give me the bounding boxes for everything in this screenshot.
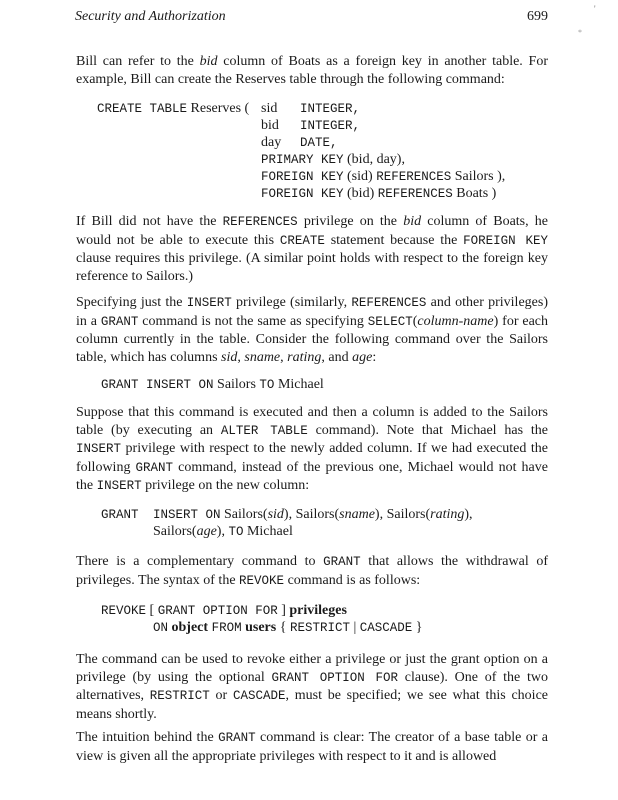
paragraph: There is a complementary command to GRANT that allows the withdrawal of privileges. The syntax of the REVOKE command is as follows:	[76, 554, 548, 588]
paragraph: The command can be used to revoke either a privilege or just the grant option on a privilege (by using the optional GRANT OPTION FOR clause). One of the two alternatives, RESTRICT or CASCADE, must be specified; we see what this choice means shortly.	[76, 652, 549, 722]
paragraph: Specifying just the INSERT privilege (similarly, REFERENCES and other privileges) in a GRANT command is not the same as specifying SELECT(column-name) for each column currently in the table. Consider the following command over the Sailors table, which has columns sid, sname, rating, and age:	[76, 295, 548, 365]
paragraph: Suppose that this command is executed and then a column is added to the Sailors table (by executing an ALTER TABLE command). Note that Michael has the INSERT privilege with respect to the newly added column. If we had executed the following GRANT command, instead of the previous one, Michael would not have the INSERT privilege on the new column:	[76, 405, 548, 493]
paragraph: The intuition behind the GRANT command is clear: The creator of a base table or a view is given all the appropriate privileges with respect to it and is allowed	[76, 730, 549, 764]
margin-mark: *	[578, 28, 582, 37]
running-head-title: Security and Authorization	[75, 9, 226, 24]
page-number: 699	[527, 9, 548, 24]
code-line-grant-insert: GRANT INSERT ON Sailors TO Michael	[101, 377, 324, 392]
margin-mark: '	[594, 4, 596, 14]
paragraph: Bill can refer to the bid column of Boats as a foreign key in another table. For example, Bill can create the Reserves table through the following command:	[76, 54, 549, 87]
paragraph: If Bill did not have the REFERENCES privilege on the bid column of Boats, he would not be able to execute this CREATE statement because the FOREIGN KEY clause requires this privilege. (A similar point holds with respect to the foreign key reference to Sailors.)	[76, 214, 548, 284]
